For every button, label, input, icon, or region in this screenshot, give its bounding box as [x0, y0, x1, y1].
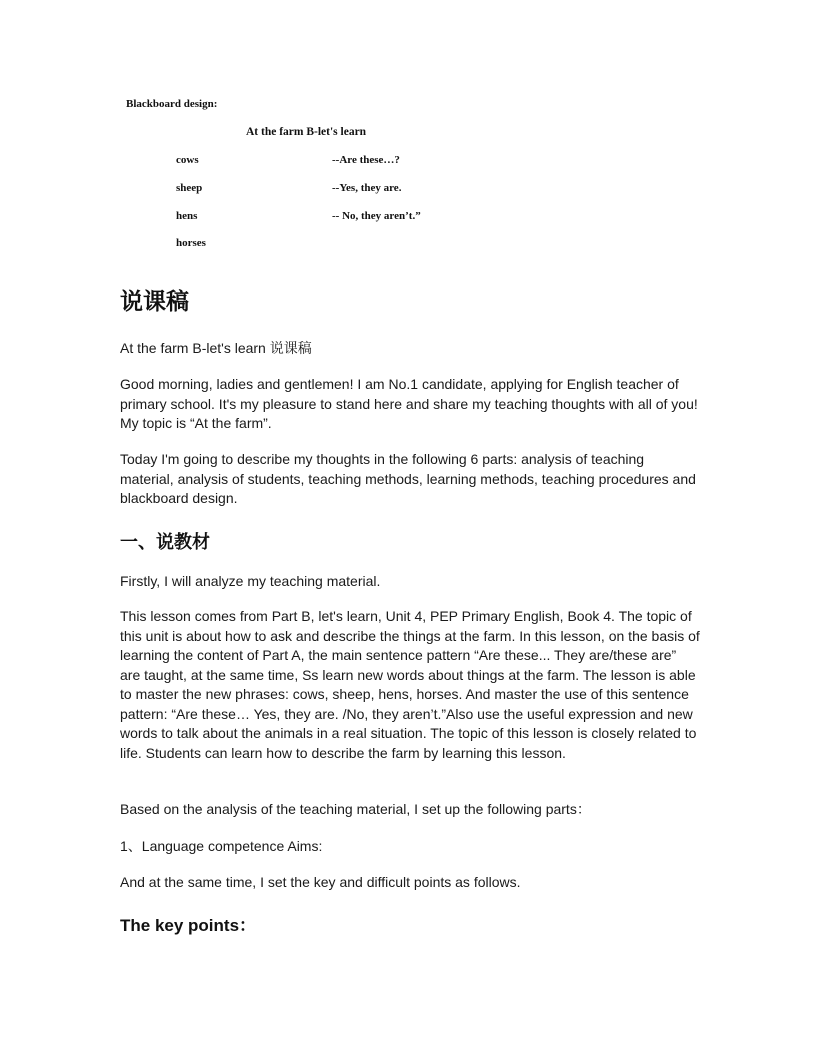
blackboard-word: cows — [176, 154, 199, 166]
section-heading: 一、说教材 — [120, 532, 210, 553]
paragraph-key-intro: And at the same time, I set the key and difficult points as follows. — [120, 874, 521, 890]
blackboard-word: sheep — [176, 182, 203, 194]
blackboard-word: hens — [176, 210, 198, 222]
blackboard-sentence: --Yes, they are. — [332, 182, 402, 194]
blackboard-sentence: -- No, they aren’t.” — [332, 210, 421, 222]
paragraph-based: Based on the analysis of the teaching material, I set up the following parts： — [120, 801, 591, 817]
paragraph-outline: Today I'm going to describe my thoughts in the following 6 parts: analysis of teaching material, analysis of students, teaching methods, learning methods, teaching procedures and blackboard design. — [120, 451, 696, 506]
paragraph-lesson: This lesson comes from Part B, let's learn, Unit 4, PEP Primary English, Book 4. The topic of this unit is about how to ask and describe the things at the farm. In this lesson, on the basis of learning the content of Part A, the main sentence pattern “Are these... They are/these are” are taught, at the same time, Ss learn new words about things at the farm. The lesson is able to master the new phrases: cows, sheep, hens, horses. And master the use of this sentence pattern: “Are these… Yes, they are. /No, they aren’t.”Also use the useful expression and new words to talk about the animals in a real situation. The topic of this lesson is closely related to life. Students can learn how to describe the farm by learning this lesson. — [120, 608, 700, 761]
subtitle: At the farm B-let's learn 说课稿 — [120, 340, 312, 356]
page-title: 说课稿 — [120, 289, 189, 315]
blackboard-title: At the farm B-let's learn — [246, 126, 367, 138]
blackboard-sentence: --Are these…? — [332, 154, 400, 166]
blackboard-word: horses — [176, 237, 206, 249]
key-points-heading: The key points： — [120, 916, 257, 935]
paragraph-language-aims: 1、Language competence Aims: — [120, 838, 323, 854]
paragraph-intro: Good morning, ladies and gentlemen! I am No.1 candidate, applying for English teacher of primary school. It's my pleasure to stand here and share my teaching thoughts with all of you! My topic is “At the farm”. — [120, 376, 698, 431]
paragraph-firstly: Firstly, I will analyze my teaching material. — [120, 573, 381, 589]
blackboard-design-label: Blackboard design: — [126, 98, 218, 110]
